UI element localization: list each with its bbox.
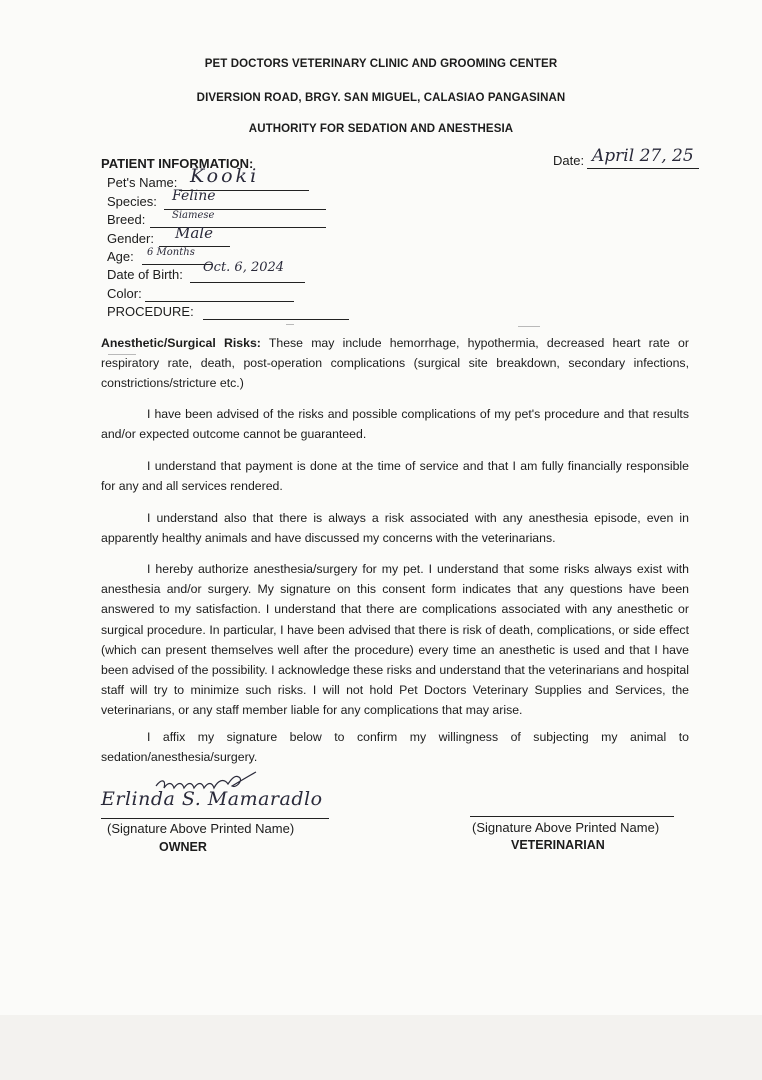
field-label: Date of Birth:	[107, 267, 183, 282]
owner-signature	[98, 768, 330, 820]
species-value: Feline	[172, 188, 216, 204]
owner-signature-line	[101, 818, 329, 819]
field-label: Species:	[107, 194, 157, 209]
owner-role-label: OWNER	[159, 840, 207, 854]
breed-value: Siamese	[172, 210, 215, 221]
gender-value: Male	[175, 224, 213, 242]
paragraph-payment: I understand that payment is done at the time of service and that I am fully financially responsible for any and all services rendered.	[101, 459, 689, 494]
risks-label: Anesthetic/Surgical Risks:	[101, 336, 261, 350]
clinic-address: DIVERSION ROAD, BRGY. SAN MIGUEL, CALASIAO PANGASINAN	[196, 92, 566, 104]
vet-role-label: VETERINARIAN	[511, 838, 605, 852]
risks-text: These may include hemorrhage, hypothermia, decreased heart rate or respiratory rate, death, post-operation complications (surgical site breakdown, secondary infections, constrictions/stricture etc.)	[101, 336, 689, 391]
species-field	[107, 194, 157, 209]
breed-field	[107, 212, 145, 227]
form-title: AUTHORITY FOR SEDATION AND ANESTHESIA	[248, 123, 514, 135]
paragraph-affix-signature: I affix my signature below to confirm my willingness of subjecting my animal to sedation/anesthesia/surgery.	[101, 730, 689, 765]
pets-name-field	[107, 175, 177, 190]
date-of-birth-value: Oct. 6, 2024	[203, 260, 285, 275]
patient-info-heading: PATIENT INFORMATION:	[101, 156, 254, 171]
field-label: Age:	[107, 249, 134, 264]
procedure-field	[107, 304, 194, 319]
age-value: 6 Months	[147, 247, 195, 258]
risks-paragraph	[101, 333, 689, 394]
owner-signed-name: Erlinda S. Mamaradlo	[101, 788, 323, 810]
date-label: Date:	[553, 153, 585, 168]
scan-mark	[108, 354, 136, 355]
field-label: PROCEDURE:	[107, 304, 194, 319]
paragraph-anesthesia-risk: I understand also that there is always a risk associated with any anesthesia episode, even in apparently healthy animals and have discussed my concerns with the veterinarians.	[101, 511, 689, 546]
gender-field	[107, 231, 154, 246]
clinic-name: PET DOCTORS VETERINARY CLINIC AND GROOMING CENTER	[204, 58, 558, 70]
color-field	[107, 286, 142, 301]
date-value: April 27, 25	[592, 146, 694, 166]
age-field	[107, 249, 134, 264]
paragraph-authorization: I hereby authorize anesthesia/surgery for my pet. I understand that some risks always exist with anesthesia and/or surgery. My signature on this consent form indicates that any questions have been answered to my satisfaction. I understand that there are complications associated with any anesthetic or surgical procedure. In particular, I have been advised that there is risk of death, complications, or side effect (which can present themselves well after the procedure) every time an anesthetic is used and that I have been advised of the possibility. I acknowledge these risks and understand that the veterinarians and hospital staff will try to minimize such risks. I will not hold Pet Doctors Veterinary Supplies and Services, the veterinarians, or any staff member liable for any complications that may arise.	[101, 562, 689, 718]
vet-signature-caption: (Signature Above Printed Name)	[472, 820, 660, 835]
date-of-birth-field	[107, 267, 183, 282]
pets-name-value: Kooki	[190, 165, 260, 187]
field-label: Breed:	[107, 212, 146, 227]
vet-signature-line	[470, 816, 674, 817]
scan-mark	[518, 326, 540, 327]
field-label: Gender:	[107, 231, 154, 246]
owner-signature-caption: (Signature Above Printed Name)	[107, 821, 295, 836]
paragraph-risks-advised: I have been advised of the risks and possible complications of my pet's procedure and that results and/or expected outcome cannot be guaranteed.	[101, 407, 689, 442]
field-label: Color:	[107, 286, 142, 301]
scan-mark	[286, 324, 294, 325]
date-line	[587, 168, 699, 169]
field-label: Pet's Name:	[107, 175, 178, 190]
page-bottom-margin	[0, 1015, 762, 1080]
